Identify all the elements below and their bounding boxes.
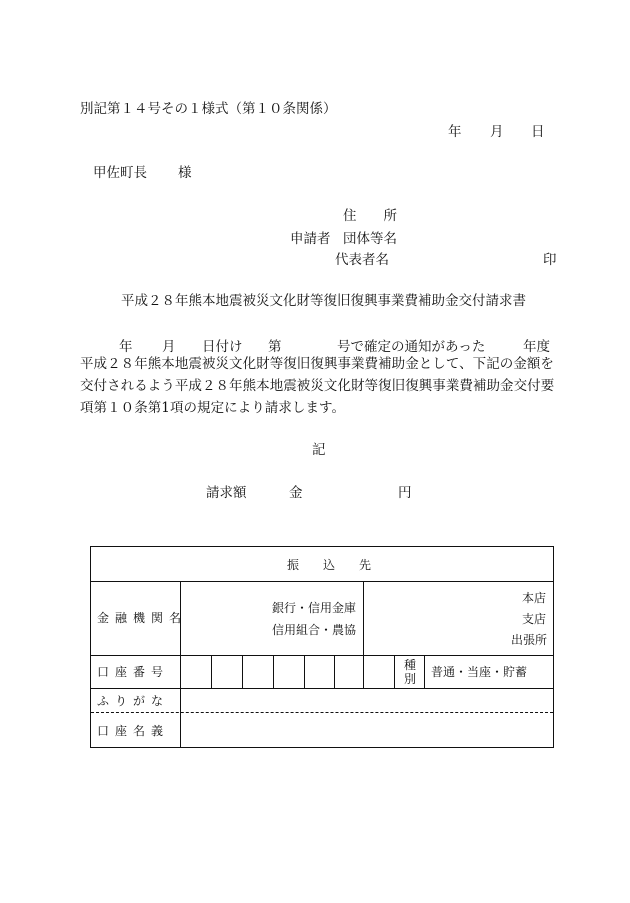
digit-box-divider: [242, 655, 243, 688]
institution-label: 金融機関名: [97, 611, 188, 625]
account-number-label: 口座番号: [97, 665, 170, 679]
account-name-label: 口座名義: [97, 724, 170, 738]
digit-box-divider: [334, 655, 335, 688]
account-kind-label-bottom: 別: [404, 672, 417, 686]
table-rule: [363, 581, 364, 655]
date-month-label: 月: [490, 124, 504, 140]
body-number-prefix: 第: [268, 339, 282, 355]
date-day-label: 日: [531, 124, 545, 140]
digit-box-divider: [304, 655, 305, 688]
table-header: 振 込 先: [287, 558, 378, 572]
digit-box-divider: [273, 655, 274, 688]
address-label: 住 所: [343, 208, 397, 224]
account-kind-label-top: 種: [404, 658, 417, 672]
kind-cell-divider: [424, 655, 425, 688]
representative-label: 代表者名: [335, 252, 389, 268]
applicant-role: 申請者: [290, 231, 331, 247]
branch-option-branch: 支店: [522, 612, 547, 626]
digit-box-divider: [211, 655, 212, 688]
account-kind-options: 普通・当座・貯蓄: [431, 665, 528, 679]
transfer-table: [90, 546, 554, 748]
note-heading: 記: [312, 442, 326, 458]
body-line: 平成２８年熊本地震被災文化財等復旧復興事業費補助金として、下記の金額を: [80, 356, 554, 372]
addressee-honorific: 様: [178, 165, 192, 181]
branch-option-main: 本店: [522, 591, 547, 605]
table-rule: [91, 655, 553, 656]
table-dashed-rule: [91, 712, 553, 713]
institution-types-line1: 銀行・信用金庫: [272, 601, 357, 615]
body-line: 項第１０条第1項の規定により請求します。: [80, 400, 346, 416]
document-title: 平成２８年熊本地震被災文化財等復旧復興事業費補助金交付請求書: [121, 293, 526, 309]
branch-option-sub: 出張所: [511, 633, 548, 647]
table-rule: [91, 581, 553, 582]
amount-unit: 円: [398, 485, 412, 501]
amount-prefix: 金: [289, 485, 303, 501]
body-year-label: 年: [119, 339, 133, 355]
org-name-label: 団体等名: [343, 231, 397, 247]
furigana-label: ふりがな: [97, 694, 170, 708]
seal-mark: 印: [543, 252, 557, 268]
body-date-label: 日付け: [202, 339, 243, 355]
amount-label: 請求額: [206, 485, 247, 501]
date-year-label: 年: [448, 124, 462, 140]
body-month-label: 月: [162, 339, 176, 355]
body-fields-line: [100, 335, 560, 355]
form-id: 別記第１４号その１様式（第１０条関係）: [80, 101, 337, 117]
table-rule: [180, 581, 181, 748]
body-line: 交付されるよう平成２８年熊本地震被災文化財等復旧復興事業費補助金交付要: [80, 378, 555, 394]
digit-box-divider: [394, 655, 395, 688]
institution-types-line2: 信用組合・農協: [272, 623, 357, 637]
digit-box-divider: [363, 655, 364, 688]
addressee-name: 甲佐町長: [93, 165, 147, 181]
body-number-suffix: 号で確定の通知があった: [337, 339, 486, 355]
body-paragraph: [80, 353, 555, 419]
body-fiscal-year-label: 年度: [523, 339, 550, 355]
table-rule: [91, 688, 553, 689]
